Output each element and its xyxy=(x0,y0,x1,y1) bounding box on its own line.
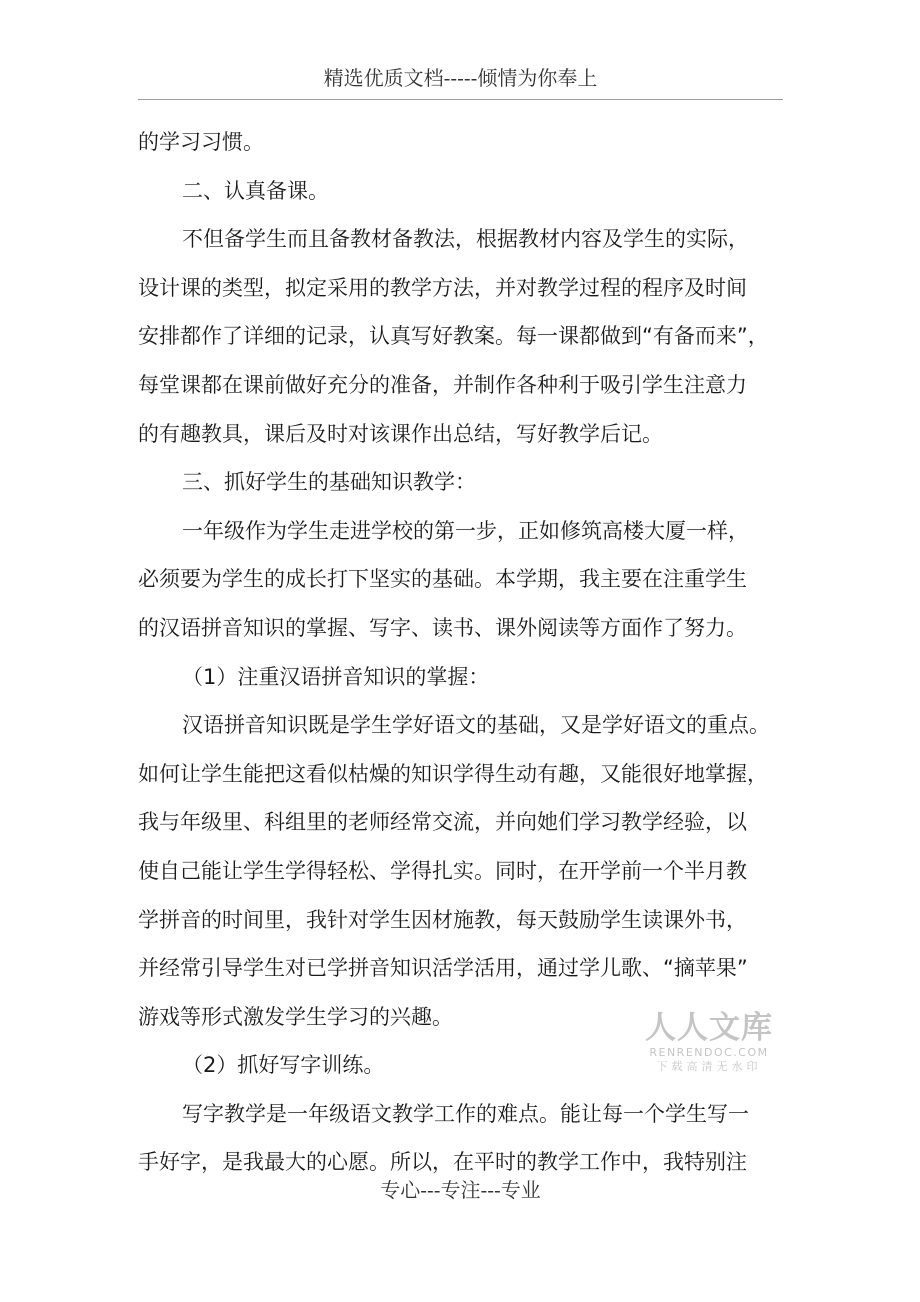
paragraph-line: 的学习习惯。 xyxy=(138,130,264,154)
paragraph-line: 必须要为学生的成长打下坚实的基础。本学期，我主要在注重学生 xyxy=(138,567,747,592)
paragraph-line: （2）抓好写字训练。 xyxy=(182,1053,385,1078)
paragraph-line: 设计课的类型，拟定采用的教学方法，并对教学过程的程序及时间 xyxy=(138,275,747,300)
paragraph-line: 一年级作为学生走进学校的第一步，正如修筑高楼大厦一样， xyxy=(182,518,749,543)
paragraph-line: 使自己能让学生学得轻松、学得扎实。同时，在开学前一个半月教 xyxy=(138,858,747,883)
page-footer: 专心---专注---专业 xyxy=(380,1178,541,1202)
paragraph-line: 的有趣教具，课后及时对该课作出总结，写好教学后记。 xyxy=(138,421,663,446)
paragraph-line: 的汉语拼音知识的掌握、写字、读书、课外阅读等方面作了努力。 xyxy=(138,615,747,640)
paragraph-line: 汉语拼音知识既是学生学好语文的基础，又是学好语文的重点。 xyxy=(182,713,770,738)
paragraph-line: 我与年级里、科组里的老师经常交流，并向她们学习教学经验，以 xyxy=(138,810,747,835)
paragraph-line: 写字教学是一年级语文教学工作的难点。能让每一个学生写一 xyxy=(182,1101,749,1126)
paragraph-line: 二、认真备课。 xyxy=(182,178,329,203)
paragraph-line: 游戏等形式激发学生学习的兴趣。 xyxy=(138,1004,453,1029)
paragraph-line: （1）注重汉语拼音知识的掌握： xyxy=(182,664,490,689)
watermark-title: 人人文库 xyxy=(645,1010,773,1046)
paragraph-line: 不但备学生而且备教材备教法，根据教材内容及学生的实际， xyxy=(182,227,749,252)
paragraph-line: 学拼音的时间里，我针对学生因材施教，每天鼓励学生读课外书， xyxy=(138,907,747,932)
paragraph-line: 三、抓好学生的基础知识教学： xyxy=(182,470,476,495)
paragraph-line: 如何让学生能把这看似枯燥的知识学得生动有趣，又能很好地掌握， xyxy=(138,761,768,786)
watermark-logo xyxy=(644,1010,774,1074)
watermark-subtitle: 下载高清无水印 xyxy=(656,1060,762,1073)
paragraph-line: 每堂课都在课前做好充分的准备，并制作各种利于吸引学生注意力 xyxy=(138,372,747,397)
paragraph-line: 手好字，是我最大的心愿。所以，在平时的教学工作中，我特别注 xyxy=(138,1150,747,1175)
watermark-domain: RENRENDOC.COM xyxy=(649,1046,769,1059)
paragraph-line: 并经常引导学生对已学拼音知识活学活用，通过学儿歌、“摘苹果” xyxy=(138,956,748,981)
page-header: 精选优质文档-----倾情为你奉上 xyxy=(323,66,598,90)
header-divider xyxy=(138,99,783,100)
paragraph-line: 安排都作了详细的记录，认真写好教案。每一课都做到“有备而来”， xyxy=(138,324,769,349)
